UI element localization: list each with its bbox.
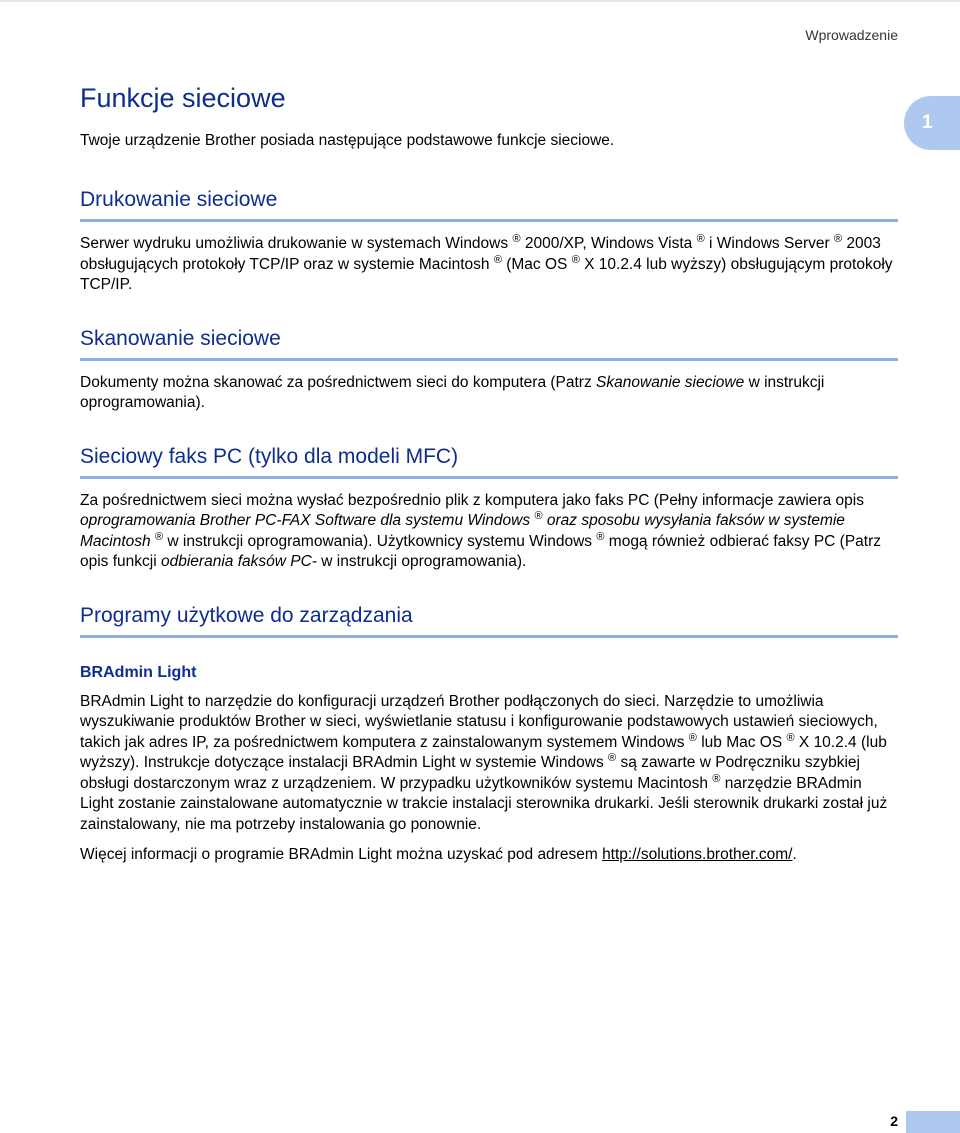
section-paragraph: Serwer wydruku umożliwia drukowanie w systemach Windows ® 2000/XP, Windows Vista ® i Windows Server ® 2003 obsługujących protokoły TCP/IP oraz w systemie Macintosh ® (Mac OS ® X 10.2.4 lub wyższy) obsługującym protokoły TCP/IP.: [80, 233, 893, 293]
section-paragraph: BRAdmin Light to narzędzie do konfiguracji urządzeń Brother podłączonych do sieci. Narzędzie to umożliwia wyszukiwanie produktów Brother w sieci, wyświetlanie statusu i konfigurowanie podstawowych ustawień sieciowych, takich jak adres IP, za pośrednictwem komputera z zainstalowanym systemem Windows ® lub Mac OS ® X 10.2.4 (lub wyższy). Instrukcje dotyczące instalacji BRAdmin Light w systemie Windows ® są zawarte w Podręczniku szybkiej obsługi dostarczonym wraz z urządzeniem. W przypadku użytkowników systemu Macintosh ® narzędzie BRAdmin Light zostanie zainstalowane automatycznie w trakcie instalacji sterownika drukarki. Jeśli sterownik drukarki został już zainstalowany, nie ma potrzeby instalowania go ponownie.: [80, 692, 888, 833]
registered-mark: ®: [833, 233, 843, 245]
page-title: Funkcje sieciowe: [80, 83, 286, 113]
section-title: Skanowanie sieciowe: [80, 324, 898, 361]
section-paragraph: Dokumenty można skanować za pośrednictwem sieci do komputera (Patrz Skanowanie sieciowe w instrukcji oprogramowania).: [80, 373, 825, 411]
registered-mark: ®: [596, 530, 605, 543]
running-header: Wprowadzenie: [805, 27, 898, 43]
registered-mark: ®: [493, 253, 502, 266]
section-paragraph: Więcej informacji o programie BRAdmin Light można uzyskać pod adresem http://solutions.brother.com/.: [80, 846, 797, 863]
section-title: Drukowanie sieciowe: [80, 185, 898, 222]
section-paragraph: Za pośrednictwem sieci można wysłać bezpośrednio plik z komputera jako faks PC (Pełny informacje zawiera opis oprogramowania Brother PC-FAX Software dla systemu Windows ® oraz sposobu wysyłania faksów w systemie Macintosh ® w instrukcji oprogramowania). Użytkownicy systemu Windows ® mogą również odbierać faksy PC (Patrz opis funkcji odbierania faksów PC- w instrukcji oprogramowania).: [80, 491, 881, 570]
footer-bar: [906, 1111, 960, 1133]
registered-mark: ®: [608, 752, 617, 764]
section-network-scanning: [80, 324, 898, 414]
chapter-tab: 1: [904, 96, 960, 150]
registered-mark: ®: [512, 233, 521, 245]
solutions-link[interactable]: http://solutions.brother.com/: [602, 846, 793, 863]
registered-mark: ®: [786, 731, 795, 744]
section-network-pc-fax: [80, 442, 898, 573]
section-title: Programy użytkowe do zarządzania: [80, 601, 898, 638]
intro-paragraph: Twoje urządzenie Brother posiada następujące podstawowe funkcje sieciowe.: [80, 132, 615, 149]
page-number: 2: [890, 1113, 898, 1129]
subsection-title: BRAdmin Light: [80, 663, 197, 681]
section-network-printing: [80, 185, 898, 296]
page-content: [80, 78, 898, 866]
page-footer: [0, 1093, 960, 1133]
registered-mark: ®: [696, 233, 705, 245]
section-management-utilities: [80, 601, 898, 866]
registered-mark: ®: [571, 253, 580, 266]
page-top-line: [0, 0, 960, 2]
registered-mark: ®: [712, 772, 721, 785]
registered-mark: ®: [534, 510, 543, 522]
registered-mark: ®: [154, 530, 164, 543]
registered-mark: ®: [688, 731, 697, 744]
section-title: Sieciowy faks PC (tylko dla modeli MFC): [80, 442, 898, 479]
